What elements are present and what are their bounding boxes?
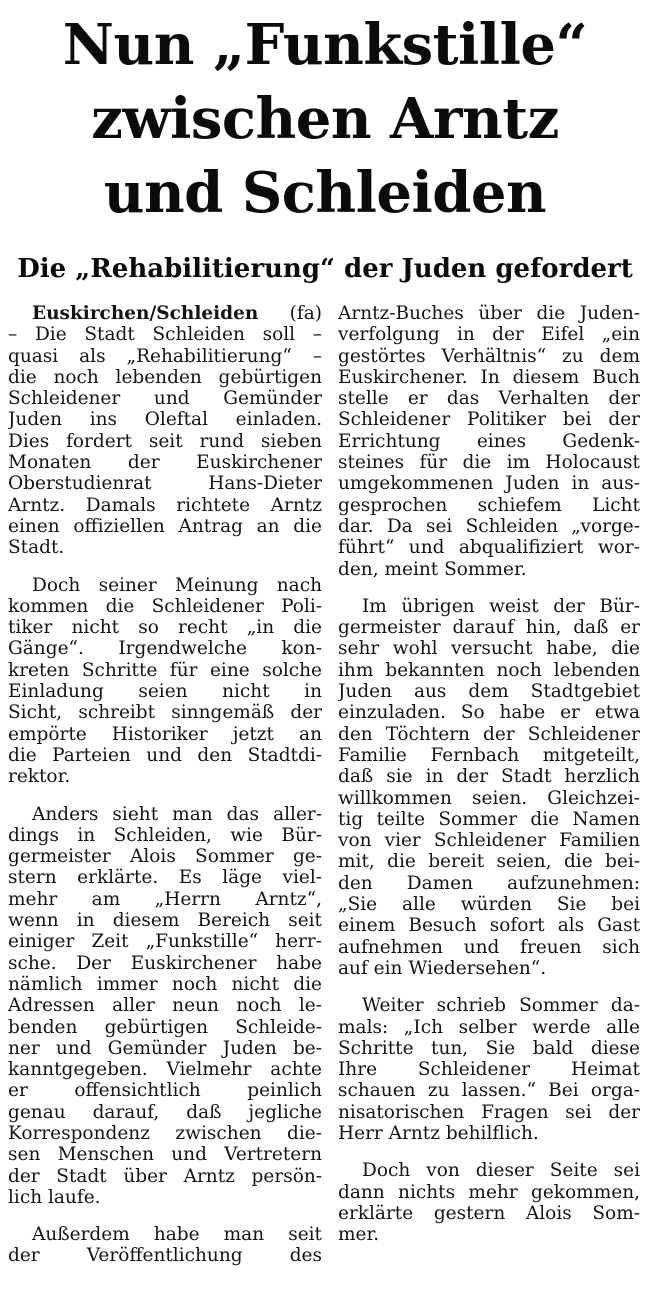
text-line: willkommen seien. Gleichzei- xyxy=(338,787,640,809)
text-line: Weiter schrieb Sommer da- xyxy=(362,995,640,1017)
dateline: Euskirchen/Schleiden xyxy=(32,303,259,324)
text-line: wenn in diesem Bereich seit xyxy=(8,910,322,932)
text-line: kreten Schritte für eine solche xyxy=(8,659,322,681)
text-line: stern erklärte. Es läge viel- xyxy=(8,867,322,889)
text-line: ihm bekannten noch lebenden xyxy=(338,659,640,681)
text-line: mals: „Ich selber werde alle xyxy=(338,1016,640,1038)
text-line: sehr wohl versucht habe, die xyxy=(338,638,640,660)
text-line: Stadt. xyxy=(8,537,65,559)
headline-line-1: Nun „Funkstille“ xyxy=(62,12,588,78)
text-line: Dies fordert seit rund sieben xyxy=(8,430,322,452)
text-line: daß sie in der Stadt herzlich xyxy=(338,766,640,788)
paragraph xyxy=(338,303,640,580)
text-line: nämlich immer noch nicht die xyxy=(8,973,322,995)
text-line: sche. Der Euskirchener habe xyxy=(8,952,322,974)
text-line: Einladung seien nicht in xyxy=(8,681,322,703)
text-line: Juden aus dem Stadtgebiet xyxy=(338,681,640,703)
text-line: germeister Alois Sommer ge- xyxy=(8,846,322,868)
text-line: tiker nicht so recht „in die xyxy=(8,617,322,639)
text-line: Schleidener und Gemünder xyxy=(8,388,322,410)
text-line: Schleidener Politiker bei der xyxy=(338,409,640,431)
text-line: er offensichtlich peinlich xyxy=(8,1080,322,1102)
text-line: Errichtung eines Gedenk- xyxy=(338,430,640,452)
article-column-left xyxy=(8,303,322,1267)
text-line: einiger Zeit „Funkstille“ herr- xyxy=(8,931,322,953)
paragraph xyxy=(338,995,640,1144)
text-line: Arntz. Damals richtete Arntz xyxy=(8,494,322,516)
text-line: steines für die im Holocaust xyxy=(338,452,640,474)
text-line: dann nichts mehr gekommen, xyxy=(338,1181,640,1203)
text-line: den Töchtern der Schleidener xyxy=(338,723,640,745)
text-line: Im übrigen weist der Bür- xyxy=(362,595,640,617)
headline xyxy=(0,8,650,230)
text-line: nisatorischen Fragen sei der xyxy=(338,1101,640,1123)
text-line: erklärte gestern Alois Som- xyxy=(338,1202,640,1224)
text-line: von vier Schleidener Familien xyxy=(338,830,640,852)
text-line: Oberstudienrat Hans-Dieter xyxy=(8,473,322,495)
text-line: Arntz-Buches über die Juden- xyxy=(338,303,640,324)
text-line: Monaten der Euskirchener xyxy=(8,452,322,474)
text-line: auf ein Wiedersehen“. xyxy=(338,957,547,979)
text-line: mehr am „Herrn Arntz“, xyxy=(8,888,322,910)
text-line: Anders sieht man das aller- xyxy=(32,803,322,825)
text-line: germeister darauf hin, daß er xyxy=(338,617,640,639)
text-line: „Sie alle würden Sie bei xyxy=(338,894,640,916)
text-line: Juden ins Oleftal einladen. xyxy=(8,409,322,431)
text-line: Herr Arntz behilflich. xyxy=(338,1122,539,1144)
text-line: der Veröffentlichung des xyxy=(8,1245,322,1267)
text-line: ner und Gemünder Juden be- xyxy=(8,1037,322,1059)
text-line: Korrespondenz zwischen die- xyxy=(8,1122,322,1144)
text-line: umgekommenen Juden in aus- xyxy=(338,473,640,495)
text-line: schauen zu lassen.“ Bei orga- xyxy=(338,1080,640,1102)
headline-line-3: und Schleiden xyxy=(103,160,547,226)
text-line: Außerdem habe man seit xyxy=(32,1224,322,1246)
paragraph xyxy=(8,303,322,559)
text-line: genau darauf, daß jegliche xyxy=(8,1101,322,1123)
text-line: aufnehmen und freuen sich xyxy=(338,936,640,958)
text-line: mer. xyxy=(338,1224,380,1246)
text-line: empörte Historiker jetzt an xyxy=(8,723,322,745)
text-line: benden gebürtigen Schleide- xyxy=(8,1016,322,1038)
text-line: Familie Fernbach mitgeteilt, xyxy=(338,744,640,766)
text-fragment: (fa) xyxy=(258,303,322,324)
paragraph xyxy=(8,1224,322,1267)
text-line: Schritte tun, Sie bald diese xyxy=(338,1037,640,1059)
text-line: Euskirchener. In diesem Buch xyxy=(338,366,640,388)
text-line: Doch von dieser Seite sei xyxy=(362,1160,640,1182)
text-line: rektor. xyxy=(8,766,71,788)
article-column-right xyxy=(338,303,640,1245)
text-line: einzuladen. So habe er etwa xyxy=(338,702,640,724)
text-line: Sicht, schreibt sinngemäß der xyxy=(8,702,322,724)
subheadline: Die „Rehabilitierung“ der Juden gefordert xyxy=(17,254,633,284)
headline-line-2: zwischen Arntz xyxy=(91,86,559,152)
text-line: stelle er das Verhalten der xyxy=(338,388,640,410)
text-line: der Stadt über Arntz persön- xyxy=(8,1165,322,1187)
text-line: dar. Da sei Schleiden „vorge- xyxy=(338,515,640,537)
text-line: führt“ und abqualifiziert wor- xyxy=(338,537,640,559)
text-line: Doch seiner Meinung nach xyxy=(32,574,322,596)
text-line: einen offiziellen Antrag an die xyxy=(8,515,322,537)
paragraph xyxy=(338,1160,640,1245)
text-line: den Damen aufzunehmen: xyxy=(338,872,640,894)
text-line: den, meint Sommer. xyxy=(338,558,527,580)
text-line: gesprochen schiefem Licht xyxy=(338,494,640,516)
text-line: mit, die bereit seien, die bei- xyxy=(338,851,640,873)
paragraph xyxy=(338,596,640,979)
text-line: Ihre Schleidener Heimat xyxy=(338,1059,640,1081)
text-line: die noch lebenden gebürtigen xyxy=(8,366,322,388)
text-line: die Parteien und den Stadtdi- xyxy=(8,744,322,766)
text-line: Adressen aller neun noch le- xyxy=(8,995,322,1017)
text-line: dings in Schleiden, wie Bür- xyxy=(8,824,322,846)
text-line: sen Menschen und Vertretern xyxy=(8,1144,322,1166)
paragraph xyxy=(8,804,322,1209)
text-line: kommen die Schleidener Poli- xyxy=(8,595,322,617)
text-line: tig teilte Sommer die Namen xyxy=(338,808,640,830)
text-line: Gänge“. Irgendwelche kon- xyxy=(8,638,322,660)
text-line: gestörtes Verhältnis“ zu dem xyxy=(338,345,640,367)
text-line: verfolgung in der Eifel „ein xyxy=(338,324,640,346)
text-line: kanntgegeben. Vielmehr achte xyxy=(8,1059,322,1081)
text-line: einem Besuch sofort als Gast xyxy=(338,915,640,937)
text-line: – Die Stadt Schleiden soll – xyxy=(8,324,322,346)
text-line: lich laufe. xyxy=(8,1186,101,1208)
text-line xyxy=(8,303,322,324)
text-line: quasi als „Rehabilitierung“ – xyxy=(8,345,322,367)
paragraph xyxy=(8,575,322,788)
